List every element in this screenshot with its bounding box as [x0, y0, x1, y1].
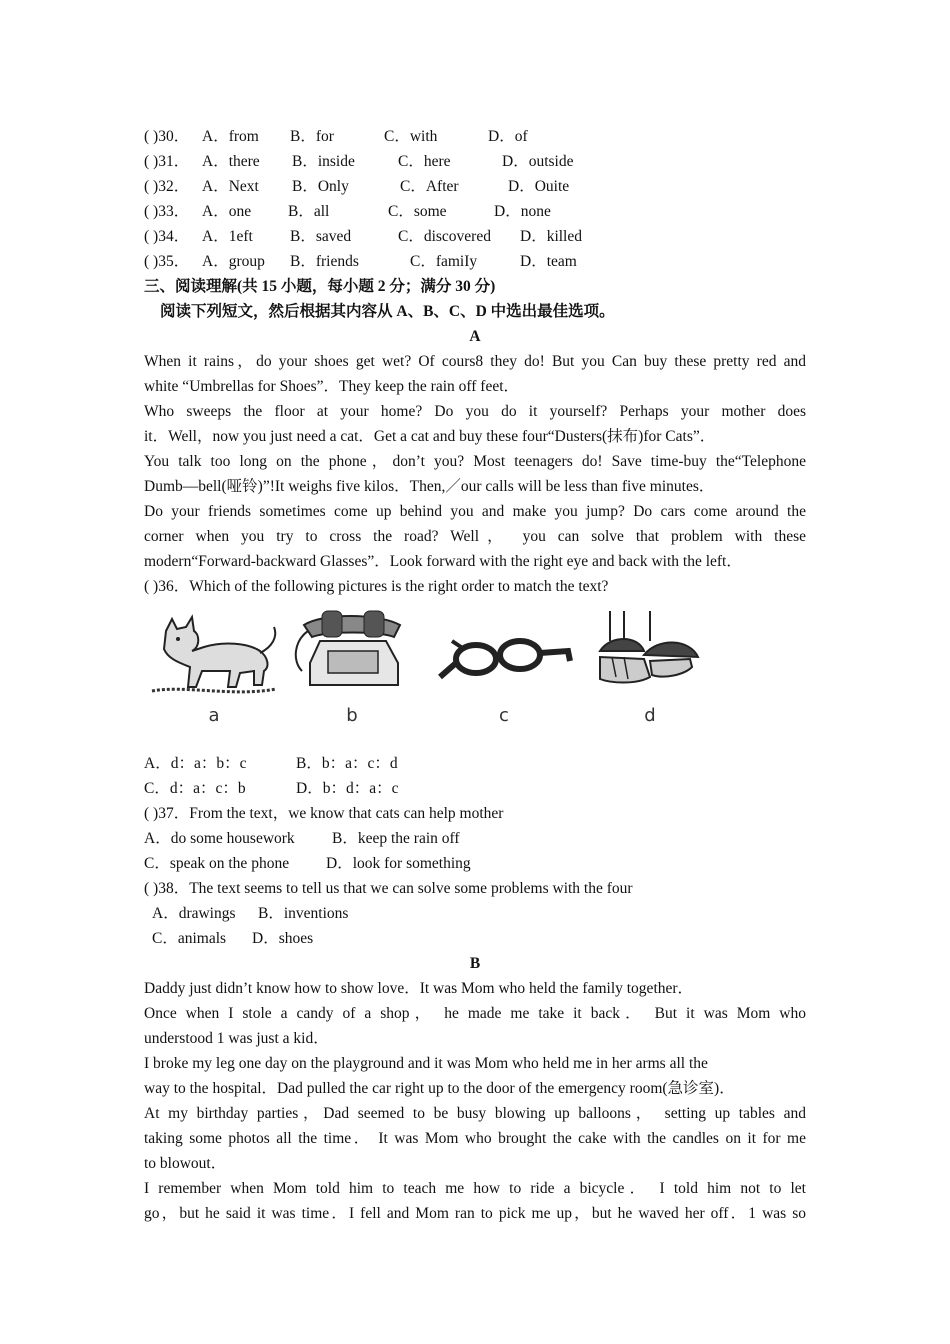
option-c: C．animals — [152, 930, 227, 947]
question-36-options-row1 — [144, 751, 806, 776]
question-number: ( )33． — [144, 203, 190, 220]
question-36-stem: ( )36．Which of the following pictures is the right order to match the text? — [144, 578, 609, 595]
option-b: B．all — [288, 203, 330, 220]
option-b: B．b：a：c：d — [296, 755, 398, 772]
question-number: ( )34． — [144, 228, 190, 245]
question-number: ( )31． — [144, 153, 190, 170]
picture-d — [580, 601, 720, 751]
option-d: D．look for something — [326, 855, 471, 872]
question-number: ( )35． — [144, 253, 190, 270]
option-d: D．outside — [502, 153, 574, 170]
option-d: D．killed — [520, 228, 582, 245]
picture-a-label: a — [208, 705, 220, 726]
option-c: C．famiIy — [410, 253, 478, 270]
passage-line: white “Umbrellas for Shoes”．They keep the rain off feet． — [144, 378, 520, 395]
passage-line: Once when I stole a candy of a shop， he made me take it back． But it was Mom who — [144, 1005, 806, 1022]
exam-page — [144, 124, 806, 1226]
passage-line: go，but he said it was time．I fell and Mom ran to pick me up，but he waved her off．1 was so — [144, 1205, 806, 1222]
question-37-stem: ( )37．From the text，we know that cats can help mother — [144, 805, 504, 822]
telephone-icon — [282, 601, 422, 711]
option-d: D．of — [488, 128, 528, 145]
section-heading: 三、阅读理解(共 15 小题，每小题 2 分；满分 30 分) — [144, 278, 496, 295]
option-d: D．shoes — [252, 930, 314, 947]
option-c: C．discovered — [398, 228, 491, 245]
picture-d-label: d — [644, 705, 656, 726]
question-35 — [144, 249, 806, 274]
option-a: A．group — [202, 253, 265, 270]
option-c: C．with — [384, 128, 438, 145]
question-32 — [144, 174, 806, 199]
option-d: D．Ouite — [508, 178, 570, 195]
passage-line: Do your friends sometimes come up behind you and make you jump? Do cars come around the — [144, 503, 806, 520]
passage-line: At my birthday parties，Dad seemed to be busy blowing up balloons， setting up tables and — [144, 1105, 806, 1122]
option-a: A．Next — [202, 178, 259, 195]
picture-b-label: b — [346, 705, 358, 726]
passage-b-label: B — [469, 955, 481, 972]
question-36-pictures — [144, 601, 806, 751]
passage-a-label: A — [469, 328, 481, 345]
picture-b — [282, 601, 422, 751]
option-b: B．saved — [290, 228, 352, 245]
passage-line: You talk too long on the phone，don’t you? Most teenagers do! Save time-buy the“Telephone — [144, 453, 806, 470]
option-c: C．speak on the phone — [144, 855, 290, 872]
passage-line: way to the hospital．Dad pulled the car right up to the door of the emergency room(急诊室)． — [144, 1080, 735, 1097]
question-37-options-row1 — [144, 826, 806, 851]
option-a: A．d：a：b：c — [144, 755, 247, 772]
option-b: B．Only — [292, 178, 349, 195]
passage-line: modern“Forward-backward Glasses”．Look forward with the right eye and back with the left． — [144, 553, 742, 570]
option-c: C．some — [388, 203, 447, 220]
question-34 — [144, 224, 806, 249]
picture-c — [434, 601, 574, 751]
passage-line: I broke my leg one day on the playground and it was Mom who held me in her arms all the — [144, 1055, 708, 1072]
option-b: B．keep the rain off — [332, 830, 460, 847]
option-d: D．b：d：a：c — [296, 780, 399, 797]
option-a: A．one — [202, 203, 252, 220]
passage-line: corner when you try to cross the road? Well， you can solve that problem with these — [144, 528, 806, 545]
picture-a — [144, 601, 284, 751]
question-number: ( )30． — [144, 128, 190, 145]
cloze-options — [144, 124, 806, 274]
question-36-options-row2 — [144, 776, 806, 801]
passage-line: taking some photos all the time． It was Mom who brought the cake with the candles on it for me — [144, 1130, 806, 1147]
passage-line: When it rains，do your shoes get wet? Of cours8 they do! But you Can buy these pretty red and — [144, 353, 806, 370]
option-c: C．d：a：c：b — [144, 780, 246, 797]
passage-line: Who sweeps the floor at your home? Do you do it yourself? Perhaps your mother does — [144, 403, 806, 420]
option-b: B．friends — [290, 253, 359, 270]
question-38-stem: ( )38．The text seems to tell us that we can solve some problems with the four — [144, 880, 633, 897]
option-a: A．1eft — [202, 228, 253, 245]
question-30 — [144, 124, 806, 149]
option-a: A．there — [202, 153, 260, 170]
option-b: B．inside — [292, 153, 355, 170]
option-a: A．from — [202, 128, 259, 145]
cat-icon — [144, 601, 284, 711]
question-38-options-row2 — [144, 926, 806, 951]
passage-line: Dumb—bell(哑铃)”!It weighs five kilos．Then,／our calls will be less than five minutes． — [144, 478, 715, 495]
passage-b — [144, 976, 806, 1226]
section-instruction: 阅读下列短文，然后根据其内容从 A、B、C、D 中选出最佳选项。 — [160, 303, 615, 320]
option-a: A．do some housework — [144, 830, 295, 847]
shoe-umbrella-icon — [580, 601, 720, 711]
question-38-options-row1 — [144, 901, 806, 926]
option-b: B．for — [290, 128, 334, 145]
passage-a — [144, 349, 806, 574]
question-31 — [144, 149, 806, 174]
passage-line: understood 1 was just a kid． — [144, 1030, 329, 1047]
passage-line: it．Well，now you just need a cat．Get a cat and buy these four“Dusters(抹布)for Cats”． — [144, 428, 716, 445]
passage-line: I remember when Mom told him to teach me how to ride a bicycle． I told him not to let — [144, 1180, 806, 1197]
glasses-icon — [434, 601, 574, 711]
option-c: C．here — [398, 153, 451, 170]
option-a: A．drawings — [152, 905, 236, 922]
passage-line: Daddy just didn’t know how to show love．It was Mom who held the family together． — [144, 980, 694, 997]
option-d: D．none — [494, 203, 551, 220]
passage-line: to blowout． — [144, 1155, 227, 1172]
option-c: C．After — [400, 178, 459, 195]
picture-c-label: c — [499, 705, 509, 726]
option-d: D．team — [520, 253, 577, 270]
option-b: B．inventions — [258, 905, 349, 922]
question-37-options-row2 — [144, 851, 806, 876]
question-33 — [144, 199, 806, 224]
question-number: ( )32． — [144, 178, 190, 195]
